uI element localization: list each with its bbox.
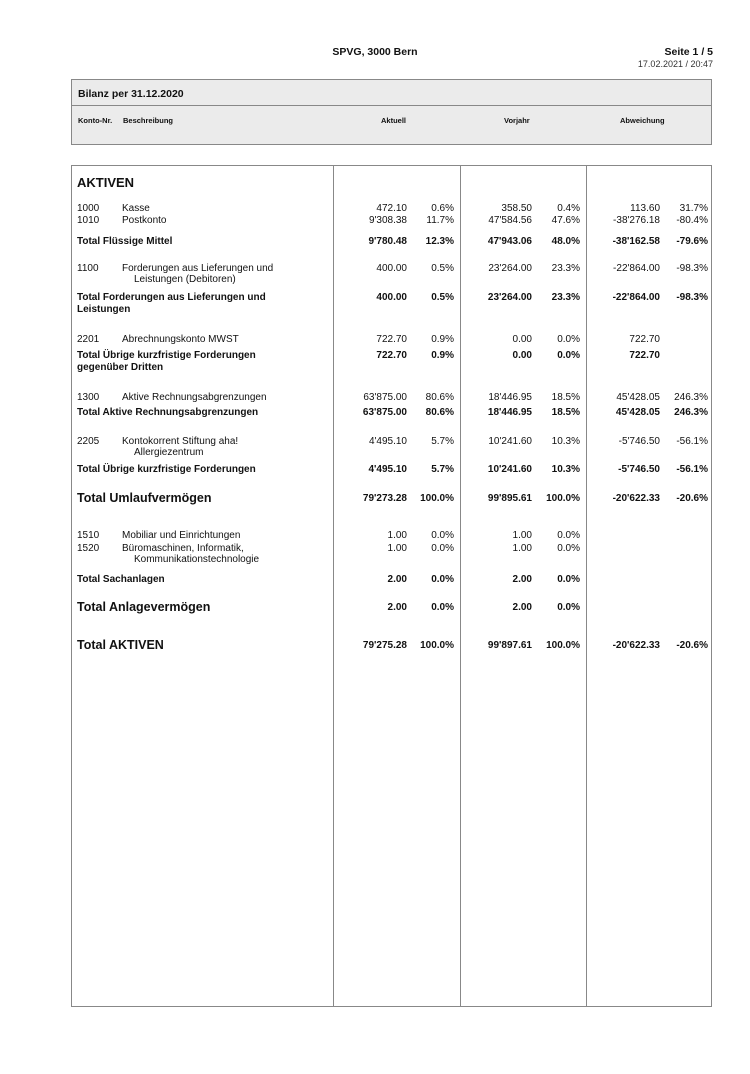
- amount-akt: 722.70: [376, 350, 407, 361]
- col-header-vorjahr: Vorjahr: [504, 116, 530, 125]
- amount-akt: 472.10: [376, 203, 407, 214]
- amount-akt: 9'780.48: [368, 236, 407, 247]
- amount-akt-p: 11.7%: [426, 215, 454, 226]
- amount-abw: -20'622.33: [612, 640, 660, 651]
- account-description-cont: Allergiezentrum: [134, 447, 204, 458]
- amount-akt-p: 80.6%: [425, 407, 454, 418]
- account-number: 1010: [77, 215, 100, 226]
- amount-akt-p: 0.0%: [431, 543, 454, 554]
- amount-vj: 18'446.95: [488, 392, 532, 403]
- amount-akt: 2.00: [387, 602, 407, 613]
- amount-abw: -5'746.50: [618, 464, 660, 475]
- amount-akt-p: 0.5%: [431, 292, 454, 303]
- amount-vj: 99'895.61: [487, 493, 532, 504]
- amount-abw-p: 246.3%: [674, 392, 708, 403]
- amount-vj-p: 100.0%: [546, 493, 580, 504]
- amount-abw: -22'864.00: [613, 263, 660, 274]
- col-header-abweichung: Abweichung: [620, 116, 665, 125]
- account-description-cont: Leistungen (Debitoren): [134, 274, 236, 285]
- amount-akt-p: 80.6%: [425, 392, 454, 403]
- amount-vj: 10'241.60: [488, 436, 532, 447]
- amount-vj: 10'241.60: [487, 464, 532, 475]
- amount-abw: -22'864.00: [612, 292, 660, 303]
- account-description: Büromaschinen, Informatik,: [122, 543, 244, 554]
- amount-vj: 47'584.56: [488, 215, 532, 226]
- amount-vj-p: 0.0%: [557, 602, 580, 613]
- report-header-box: [71, 79, 712, 145]
- amount-abw-p: -56.1%: [676, 464, 708, 475]
- amount-abw: 45'428.05: [615, 407, 660, 418]
- amount-akt-p: 100.0%: [420, 640, 454, 651]
- amount-vj-p: 0.0%: [557, 574, 580, 585]
- total-label-cont: gegenüber Dritten: [77, 362, 164, 373]
- amount-vj: 0.00: [512, 334, 532, 345]
- amount-vj: 23'264.00: [488, 263, 532, 274]
- account-description: Aktive Rechnungsabgrenzungen: [122, 392, 267, 403]
- amount-vj: 1.00: [512, 543, 532, 554]
- amount-vj-p: 100.0%: [546, 640, 580, 651]
- amount-vj-p: 18.5%: [551, 407, 580, 418]
- section-title: AKTIVEN: [77, 175, 135, 190]
- amount-akt-p: 12.3%: [425, 236, 454, 247]
- account-number: 1100: [77, 263, 99, 274]
- amount-vj-p: 0.0%: [557, 530, 580, 541]
- page-number: Seite 1 / 5: [664, 46, 713, 58]
- amount-akt: 722.70: [376, 334, 407, 345]
- amount-abw-p: -56.1%: [676, 436, 708, 447]
- amount-vj-p: 10.3%: [551, 464, 580, 475]
- amount-abw: -38'162.58: [612, 236, 660, 247]
- column-divider: [586, 166, 587, 1006]
- amount-akt: 400.00: [376, 263, 407, 274]
- report-title: Bilanz per 31.12.2020: [78, 88, 184, 100]
- amount-akt: 400.00: [376, 292, 407, 303]
- amount-abw: -38'276.18: [613, 215, 660, 226]
- amount-abw-p: 246.3%: [674, 407, 708, 418]
- account-number: 2205: [77, 436, 100, 447]
- total-label: Total Übrige kurzfristige Forderungen: [77, 350, 256, 361]
- amount-akt: 2.00: [387, 574, 407, 585]
- amount-akt: 1.00: [387, 543, 407, 554]
- account-description: Abrechnungskonto MWST: [122, 334, 239, 345]
- col-header-beschreibung: Beschreibung: [123, 116, 174, 125]
- amount-akt: 63'875.00: [363, 392, 407, 403]
- amount-vj-p: 0.0%: [557, 350, 580, 361]
- account-description: Postkonto: [122, 215, 167, 226]
- amount-akt: 4'495.10: [368, 436, 407, 447]
- total-label-cont: Leistungen: [77, 304, 131, 315]
- amount-abw-p: -20.6%: [676, 493, 708, 504]
- amount-akt: 63'875.00: [362, 407, 407, 418]
- amount-abw-p: -98.3%: [676, 292, 708, 303]
- amount-akt: 4'495.10: [368, 464, 407, 475]
- amount-akt-p: 0.9%: [431, 334, 454, 345]
- amount-abw: -20'622.33: [612, 493, 660, 504]
- total-label: Total AKTIVEN: [77, 638, 164, 652]
- account-description-cont: Kommunikationstechnologie: [134, 554, 260, 565]
- amount-akt: 79'273.28: [362, 493, 407, 504]
- col-header-aktuell: Aktuell: [381, 116, 407, 125]
- amount-akt-p: 0.5%: [431, 263, 454, 274]
- account-description: Kasse: [122, 203, 150, 214]
- amount-akt-p: 100.0%: [420, 493, 454, 504]
- balance-table: [71, 165, 712, 1007]
- account-number: 1300: [77, 392, 100, 403]
- amount-akt-p: 0.0%: [431, 530, 454, 541]
- amount-vj: 1.00: [512, 530, 532, 541]
- column-divider: [333, 166, 334, 1006]
- amount-akt: 1.00: [387, 530, 407, 541]
- amount-akt-p: 0.6%: [431, 203, 454, 214]
- amount-vj: 18'446.95: [487, 407, 532, 418]
- amount-vj: 358.50: [501, 203, 532, 214]
- amount-abw: 722.70: [629, 350, 660, 361]
- amount-vj-p: 23.3%: [551, 292, 580, 303]
- amount-akt-p: 5.7%: [431, 436, 454, 447]
- amount-vj-p: 48.0%: [551, 236, 580, 247]
- amount-vj-p: 23.3%: [551, 263, 580, 274]
- amount-vj: 2.00: [512, 602, 532, 613]
- amount-abw: 45'428.05: [616, 392, 660, 403]
- amount-abw-p: -79.6%: [676, 236, 708, 247]
- amount-vj: 0.00: [512, 350, 532, 361]
- amount-abw-p: 31.7%: [679, 203, 708, 214]
- amount-vj: 47'943.06: [487, 236, 532, 247]
- total-label: Total Anlagevermögen: [77, 600, 211, 614]
- amount-akt-p: 0.9%: [431, 350, 454, 361]
- total-label: Total Umlaufvermögen: [77, 491, 212, 505]
- account-description: Kontokorrent Stiftung aha!: [122, 436, 239, 447]
- account-number: 2201: [77, 334, 100, 345]
- amount-vj-p: 18.5%: [551, 392, 580, 403]
- amount-akt-p: 0.0%: [431, 574, 454, 585]
- total-label: Total Forderungen aus Lieferungen und: [77, 292, 266, 303]
- amount-abw: 722.70: [629, 334, 660, 345]
- amount-vj: 23'264.00: [487, 292, 532, 303]
- print-datetime: 17.02.2021 / 20:47: [637, 59, 713, 69]
- account-description: Mobiliar und Einrichtungen: [122, 530, 241, 541]
- col-header-konto: Konto-Nr.: [78, 116, 113, 125]
- amount-vj-p: 0.0%: [557, 543, 580, 554]
- total-label: Total Sachanlagen: [77, 574, 165, 585]
- column-divider: [460, 166, 461, 1006]
- amount-vj-p: 0.4%: [557, 203, 580, 214]
- amount-abw: -5'746.50: [618, 436, 660, 447]
- amount-akt-p: 5.7%: [431, 464, 454, 475]
- amount-akt: 79'275.28: [362, 640, 407, 651]
- total-label: Total Aktive Rechnungsabgrenzungen: [77, 407, 259, 418]
- amount-vj: 99'897.61: [487, 640, 532, 651]
- amount-vj-p: 47.6%: [551, 215, 580, 226]
- amount-vj-p: 0.0%: [557, 334, 580, 345]
- header-divider: [72, 105, 711, 106]
- account-number: 1000: [77, 203, 100, 214]
- amount-abw-p: -80.4%: [676, 215, 708, 226]
- total-label: Total Flüssige Mittel: [77, 236, 173, 247]
- account-description: Forderungen aus Lieferungen und: [122, 263, 274, 274]
- amount-vj-p: 10.3%: [551, 436, 580, 447]
- amount-abw-p: -98.3%: [676, 263, 708, 274]
- amount-akt-p: 0.0%: [431, 602, 454, 613]
- amount-abw: 113.60: [630, 203, 660, 214]
- amount-akt: 9'308.38: [368, 215, 407, 226]
- total-label: Total Übrige kurzfristige Forderungen: [77, 464, 256, 475]
- account-number: 1510: [77, 530, 100, 541]
- amount-vj: 2.00: [512, 574, 532, 585]
- account-number: 1520: [77, 543, 100, 554]
- company-name: SPVG, 3000 Bern: [332, 46, 418, 58]
- amount-abw-p: -20.6%: [676, 640, 708, 651]
